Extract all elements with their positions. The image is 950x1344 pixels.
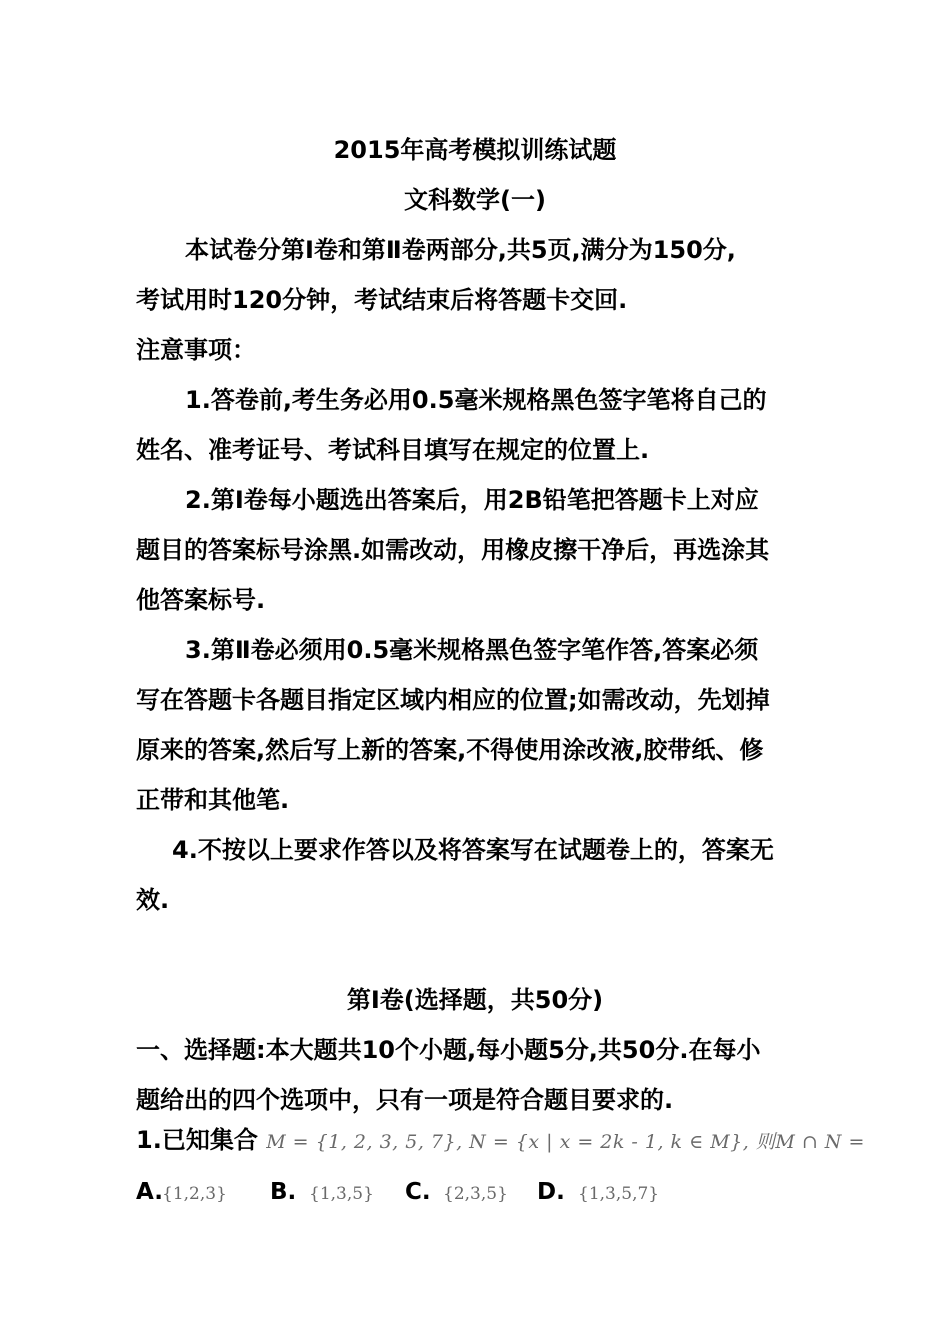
option-a-value: {1,2,3} [162,1184,227,1204]
section-1-line-2: 题给出的四个选项中，只有一项是符合题目要求的. [136,1086,674,1114]
note-3-line-1: 3.第Ⅱ卷必须用0.5毫米规格黑色签字笔作答,答案必须 [185,636,759,664]
note-3-line-2: 写在答题卡各题目指定区域内相应的位置;如需改动，先划掉 [136,686,770,714]
section-1-line-1: 一、选择题:本大题共10个小题,每小题5分,共50分.在每小 [136,1036,761,1064]
intro-line-1: 本试卷分第Ⅰ卷和第Ⅱ卷两部分,共5页,满分为150分, [185,236,736,264]
note-2-line-1: 2.第Ⅰ卷每小题选出答案后，用2B铅笔把答题卡上对应 [185,486,759,514]
option-a-label: A. [136,1179,163,1205]
question-1-formula: M = {1, 2, 3, 5, 7}, N = {x | x = 2k - 1, k ∈ M}, 则M ∩ N = [266,1131,865,1153]
option-c-value: {2,3,5} [443,1184,508,1204]
note-1-line-2: 姓名、准考证号、考试科目填写在规定的位置上. [136,436,650,464]
intro-line-2: 考试用时120分钟，考试结束后将答题卡交回. [136,286,628,314]
option-d-label: D. [537,1179,565,1205]
option-d-value: {1,3,5,7} [578,1184,660,1204]
notes-heading: 注意事项： [136,336,256,364]
option-b-label: B. [270,1179,297,1205]
question-1-stem: 1.已知集合 [136,1126,258,1154]
note-4-line-2: 效. [136,886,170,914]
exam-subtitle: 文科数学(一) [404,186,546,214]
question-1 [136,1125,865,1157]
note-3-line-3: 原来的答案,然后写上新的答案,不得使用涂改液,胶带纸、修 [136,736,764,764]
note-2-line-3: 他答案标号. [136,586,266,614]
part-1-heading: 第Ⅰ卷(选择题，共50分) [346,986,604,1014]
note-1-line-1: 1.答卷前,考生务必用0.5毫米规格黑色签字笔将自己的 [185,386,767,414]
note-3-line-4: 正带和其他笔. [136,786,290,814]
option-c-label: C. [405,1179,431,1205]
exam-title: 2015年高考模拟训练试题 [333,136,617,164]
option-b-value: {1,3,5} [309,1184,374,1204]
note-2-line-2: 题目的答案标号涂黑.如需改动，用橡皮擦干净后，再选涂其 [136,536,770,564]
note-4-line-1: 4.不按以上要求作答以及将答案写在试题卷上的，答案无 [172,836,774,864]
